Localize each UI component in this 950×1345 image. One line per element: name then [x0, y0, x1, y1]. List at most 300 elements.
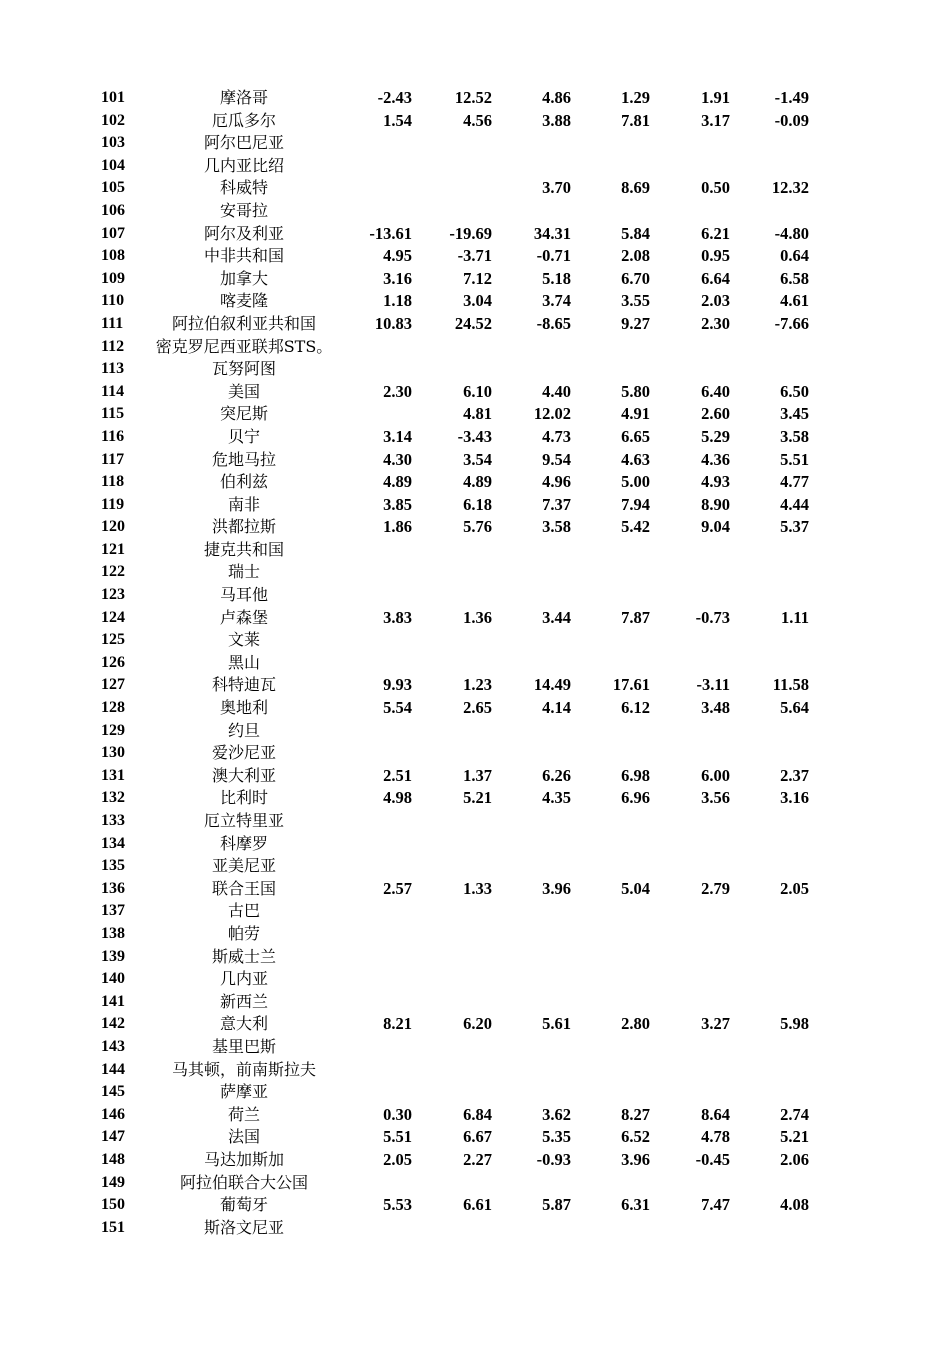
row-number: 117 [101, 450, 125, 468]
table-row [0, 1081, 950, 1104]
value-cell: 3.58 [780, 426, 809, 446]
value-cell: 4.08 [780, 1195, 809, 1215]
row-number: 125 [101, 631, 125, 649]
value-cell: 24.52 [454, 313, 492, 333]
table-row [0, 629, 950, 652]
value-cell: 5.37 [780, 517, 809, 537]
table-row [0, 900, 950, 923]
table-row [0, 403, 950, 426]
value-cell: 5.61 [542, 1014, 571, 1034]
row-number: 142 [101, 1015, 125, 1033]
country-name: 密克罗尼西亚联邦STS。 [155, 336, 333, 356]
row-number: 122 [101, 563, 125, 581]
country-name: 斯威士兰 [211, 946, 276, 966]
value-cell: -13.61 [369, 223, 412, 243]
row-number: 141 [101, 992, 125, 1010]
table-row [0, 787, 950, 810]
value-cell: -2.43 [377, 88, 412, 107]
country-name: 瓦努阿图 [211, 359, 276, 379]
row-number: 138 [101, 924, 125, 942]
value-cell: 5.42 [621, 517, 650, 537]
value-cell: 2.74 [780, 1104, 809, 1124]
value-cell: 7.12 [463, 268, 492, 288]
row-number: 124 [101, 608, 125, 626]
table-row [0, 561, 950, 584]
country-name: 突尼斯 [219, 404, 268, 424]
value-cell: -0.93 [536, 1149, 571, 1169]
table-row [0, 358, 950, 381]
value-cell: 5.51 [383, 1127, 412, 1147]
value-cell: 9.54 [542, 449, 571, 469]
value-cell: 2.30 [701, 313, 730, 333]
table-row [0, 584, 950, 607]
row-number: 110 [101, 292, 125, 310]
country-name: 亚美尼亚 [211, 856, 276, 876]
country-name: 科摩罗 [219, 833, 268, 853]
row-number: 109 [101, 269, 125, 287]
value-cell: 2.08 [621, 246, 650, 266]
table-row [0, 1126, 950, 1149]
value-cell: 9.27 [621, 313, 650, 333]
value-cell: 3.74 [542, 291, 571, 311]
country-name: 阿尔及利亚 [203, 223, 284, 243]
value-cell: 14.49 [533, 675, 571, 695]
row-number: 127 [101, 676, 125, 694]
row-number: 101 [101, 89, 125, 106]
value-cell: 6.52 [621, 1127, 650, 1147]
country-name: 意大利 [219, 1014, 268, 1034]
value-cell: 4.81 [463, 404, 492, 424]
country-name: 科威特 [219, 178, 268, 198]
row-number: 134 [101, 834, 125, 852]
value-cell: 4.98 [383, 788, 412, 808]
table-row [0, 652, 950, 675]
table-row [0, 1194, 950, 1217]
country-name: 斯洛文尼亚 [203, 1217, 284, 1237]
value-cell: 5.04 [621, 878, 650, 898]
value-cell: -3.11 [696, 675, 730, 695]
country-name: 卢森堡 [219, 607, 268, 627]
row-number: 104 [101, 156, 125, 174]
table-row [0, 1172, 950, 1195]
row-number: 147 [101, 1128, 125, 1146]
value-cell: -7.66 [774, 313, 809, 333]
value-cell: 7.87 [621, 607, 650, 627]
value-cell: -0.71 [536, 246, 571, 266]
value-cell: 6.20 [463, 1014, 492, 1034]
value-cell: 3.56 [701, 788, 730, 808]
row-number: 123 [101, 586, 125, 604]
table-row [0, 471, 950, 494]
value-cell: -1.49 [774, 88, 809, 107]
country-name: 几内亚比绍 [203, 155, 284, 175]
country-name: 黑山 [227, 652, 260, 672]
value-cell: 12.02 [533, 404, 571, 424]
table-row [0, 336, 950, 359]
country-name: 马达加斯加 [203, 1149, 284, 1169]
value-cell: 7.94 [621, 494, 650, 514]
country-name: 厄瓜多尔 [211, 110, 276, 130]
value-cell: 3.16 [383, 268, 412, 288]
value-cell: -4.80 [774, 223, 809, 243]
row-number: 126 [101, 653, 125, 671]
value-cell: 2.57 [383, 878, 412, 898]
table-row [0, 674, 950, 697]
value-cell: 3.85 [383, 494, 412, 514]
row-number: 136 [101, 879, 125, 897]
table-row [0, 1104, 950, 1127]
value-cell: 6.84 [463, 1104, 492, 1124]
value-cell: 2.06 [780, 1149, 809, 1169]
value-cell: 4.73 [542, 426, 571, 446]
value-cell: 3.04 [463, 291, 492, 311]
table-row [0, 177, 950, 200]
value-cell: 1.29 [621, 88, 650, 107]
table-row [0, 1149, 950, 1172]
value-cell: 8.69 [621, 178, 650, 198]
row-number: 149 [101, 1173, 125, 1191]
country-name: 阿拉伯联合大公国 [179, 1172, 308, 1192]
row-number: 114 [101, 382, 125, 400]
value-cell: 5.53 [383, 1195, 412, 1215]
value-cell: 3.96 [542, 878, 571, 898]
value-cell: 4.30 [383, 449, 412, 469]
table-row [0, 539, 950, 562]
value-cell: 4.56 [463, 110, 492, 130]
value-cell: 4.96 [542, 472, 571, 492]
value-cell: 2.03 [701, 291, 730, 311]
value-cell: 6.70 [621, 268, 650, 288]
row-number: 111 [101, 314, 124, 332]
value-cell: 5.64 [780, 698, 809, 718]
row-number: 131 [101, 766, 125, 784]
value-cell: 6.18 [463, 494, 492, 514]
row-number: 151 [101, 1218, 125, 1236]
row-number: 120 [101, 518, 125, 536]
table-row [0, 946, 950, 969]
value-cell: 5.51 [780, 449, 809, 469]
row-number: 102 [101, 111, 125, 129]
row-number: 115 [101, 405, 125, 423]
value-cell: -3.71 [457, 246, 492, 266]
value-cell: 2.05 [780, 878, 809, 898]
value-cell: 1.54 [383, 110, 412, 130]
table-row [0, 1013, 950, 1036]
table-row [0, 155, 950, 178]
value-cell: 8.64 [701, 1104, 730, 1124]
value-cell: 11.58 [772, 675, 809, 695]
value-cell: 4.40 [542, 381, 571, 401]
value-cell: 6.98 [621, 765, 650, 785]
row-number: 129 [101, 721, 125, 739]
value-cell: 5.80 [621, 381, 650, 401]
value-cell: -3.43 [457, 426, 492, 446]
value-cell: 2.79 [701, 878, 730, 898]
row-number: 144 [101, 1060, 125, 1078]
value-cell: 2.80 [621, 1014, 650, 1034]
country-name: 瑞士 [227, 562, 260, 582]
value-cell: 4.61 [780, 291, 809, 311]
value-cell: 1.11 [781, 607, 809, 627]
table-row [0, 449, 950, 472]
value-cell: 5.76 [463, 517, 492, 537]
value-cell: 8.90 [701, 494, 730, 514]
value-cell: 6.40 [701, 381, 730, 401]
value-cell: 6.58 [780, 268, 809, 288]
value-cell: 3.27 [701, 1014, 730, 1034]
table-row [0, 313, 950, 336]
table-row [0, 516, 950, 539]
country-name: 加拿大 [219, 268, 268, 288]
value-cell: 4.44 [780, 494, 809, 514]
value-cell: 1.91 [701, 88, 730, 107]
value-cell: -19.69 [449, 223, 492, 243]
country-name: 帕劳 [227, 923, 260, 943]
country-name: 科特迪瓦 [211, 675, 276, 695]
value-cell: 5.35 [542, 1127, 571, 1147]
value-cell: 2.05 [383, 1149, 412, 1169]
value-cell: 7.47 [701, 1195, 730, 1215]
table-row [0, 833, 950, 856]
value-cell: 6.12 [621, 698, 650, 718]
value-cell: 6.31 [621, 1195, 650, 1215]
country-name: 贝宁 [227, 426, 260, 446]
country-name: 阿尔巴尼亚 [203, 133, 284, 153]
country-name: 新西兰 [219, 991, 268, 1011]
table-row [0, 268, 950, 291]
row-number: 108 [101, 247, 125, 265]
country-name: 马耳他 [219, 585, 268, 605]
value-cell: 4.89 [463, 472, 492, 492]
value-cell: 4.35 [542, 788, 571, 808]
country-name: 洪都拉斯 [211, 517, 276, 537]
country-name: 安哥拉 [219, 200, 268, 220]
value-cell: 10.83 [374, 313, 412, 333]
value-cell: 4.93 [701, 472, 730, 492]
row-number: 116 [101, 427, 125, 445]
row-number: 146 [101, 1105, 125, 1123]
table-row [0, 223, 950, 246]
country-name: 萨摩亚 [219, 1082, 268, 1102]
value-cell: 3.14 [383, 426, 412, 446]
value-cell: 1.33 [463, 878, 492, 898]
value-cell: 4.91 [621, 404, 650, 424]
table-row [0, 720, 950, 743]
value-cell: 4.78 [701, 1127, 730, 1147]
country-name: 中非共和国 [203, 246, 284, 266]
row-number: 150 [101, 1196, 125, 1214]
country-name: 荷兰 [227, 1104, 260, 1124]
table-row [0, 426, 950, 449]
value-cell: -8.65 [536, 313, 571, 333]
value-cell: 3.70 [542, 178, 571, 198]
value-cell: 5.18 [542, 268, 571, 288]
table-row [0, 765, 950, 788]
country-name: 澳大利亚 [211, 765, 276, 785]
value-cell: 12.52 [454, 88, 492, 107]
value-cell: 5.29 [701, 426, 730, 446]
value-cell: 4.95 [383, 246, 412, 266]
table-row [0, 878, 950, 901]
value-cell: 3.58 [542, 517, 571, 537]
value-cell: 4.86 [542, 88, 571, 107]
country-name: 马其顿，前南斯拉夫 [171, 1059, 316, 1079]
value-cell: 4.77 [780, 472, 809, 492]
value-cell: 1.18 [383, 291, 412, 311]
country-name: 奥地利 [219, 698, 268, 718]
value-cell: -0.73 [695, 607, 730, 627]
table-row [0, 110, 950, 133]
value-cell: 3.54 [463, 449, 492, 469]
row-number: 130 [101, 744, 125, 762]
value-cell: 6.64 [701, 268, 730, 288]
country-name: 文莱 [227, 630, 260, 650]
table-row [0, 290, 950, 313]
row-number: 119 [101, 495, 125, 513]
value-cell: 6.96 [621, 788, 650, 808]
value-cell: 2.30 [383, 381, 412, 401]
value-cell: 5.84 [621, 223, 650, 243]
country-name: 危地马拉 [211, 449, 276, 469]
row-number: 139 [101, 947, 125, 965]
value-cell: 8.27 [621, 1104, 650, 1124]
data-table [0, 87, 950, 1239]
row-number: 143 [101, 1037, 125, 1055]
table-row [0, 132, 950, 155]
table-row [0, 200, 950, 223]
value-cell: 6.26 [542, 765, 571, 785]
value-cell: 5.00 [621, 472, 650, 492]
row-number: 113 [101, 360, 125, 378]
value-cell: 4.14 [542, 698, 571, 718]
value-cell: 1.36 [463, 607, 492, 627]
row-number: 118 [101, 473, 125, 491]
value-cell: 2.60 [701, 404, 730, 424]
value-cell: -0.45 [695, 1149, 730, 1169]
country-name: 约旦 [227, 720, 260, 740]
table-row [0, 1059, 950, 1082]
value-cell: 5.54 [383, 698, 412, 718]
value-cell: 6.50 [780, 381, 809, 401]
value-cell: 4.89 [383, 472, 412, 492]
row-number: 140 [101, 970, 125, 988]
value-cell: 0.30 [383, 1104, 412, 1124]
table-row [0, 810, 950, 833]
country-name: 阿拉伯叙利亚共和国 [171, 313, 316, 333]
country-name: 伯利兹 [219, 472, 268, 492]
row-number: 133 [101, 812, 125, 829]
country-name: 葡萄牙 [219, 1195, 268, 1215]
value-cell: 3.16 [780, 788, 809, 808]
table-row [0, 381, 950, 404]
row-number: 137 [101, 902, 125, 920]
value-cell: 34.31 [533, 223, 571, 243]
table-row [0, 968, 950, 991]
value-cell: 3.62 [542, 1104, 571, 1124]
country-name: 古巴 [227, 901, 260, 921]
row-number: 112 [101, 337, 125, 355]
country-name: 摩洛哥 [219, 88, 268, 107]
value-cell: 5.87 [542, 1195, 571, 1215]
country-name: 南非 [227, 494, 260, 514]
value-cell: 6.21 [701, 223, 730, 243]
table-row [0, 607, 950, 630]
value-cell: 3.96 [621, 1149, 650, 1169]
value-cell: 3.83 [383, 607, 412, 627]
table-row [0, 245, 950, 268]
row-number: 148 [101, 1150, 125, 1168]
value-cell: 2.37 [780, 765, 809, 785]
row-number: 145 [101, 1083, 125, 1101]
row-number: 135 [101, 857, 125, 875]
table-row [0, 87, 950, 110]
value-cell: 0.95 [701, 246, 730, 266]
country-name: 捷克共和国 [203, 539, 284, 559]
value-cell: 3.17 [701, 110, 730, 130]
country-name: 比利时 [219, 788, 268, 808]
table-row [0, 991, 950, 1014]
value-cell: 3.44 [542, 607, 571, 627]
country-name: 厄立特里亚 [203, 811, 284, 830]
table-row [0, 494, 950, 517]
country-name: 联合王国 [211, 878, 276, 898]
value-cell: 6.10 [463, 381, 492, 401]
value-cell: 9.93 [383, 675, 412, 695]
value-cell: 1.37 [463, 765, 492, 785]
table-row [0, 855, 950, 878]
value-cell: 2.27 [463, 1149, 492, 1169]
table-row [0, 742, 950, 765]
value-cell: 3.45 [780, 404, 809, 424]
value-cell: 0.64 [780, 246, 809, 266]
country-name: 美国 [227, 381, 260, 401]
value-cell: 5.98 [780, 1014, 809, 1034]
table-row [0, 1036, 950, 1059]
country-name: 喀麦隆 [219, 291, 268, 311]
row-number: 107 [101, 224, 125, 242]
value-cell: 4.36 [701, 449, 730, 469]
value-cell: 1.23 [463, 675, 492, 695]
row-number: 105 [101, 179, 125, 197]
value-cell: 2.65 [463, 698, 492, 718]
country-name: 爱沙尼亚 [211, 743, 276, 763]
table-row [0, 923, 950, 946]
row-number: 106 [101, 201, 125, 219]
value-cell: 4.63 [621, 449, 650, 469]
value-cell: 6.67 [463, 1127, 492, 1147]
value-cell: 1.86 [383, 517, 412, 537]
table-row [0, 697, 950, 720]
value-cell: 8.21 [383, 1014, 412, 1034]
row-number: 103 [101, 134, 125, 152]
country-name: 法国 [227, 1127, 260, 1147]
row-number: 121 [101, 540, 125, 558]
value-cell: 5.21 [780, 1127, 809, 1147]
row-number: 128 [101, 699, 125, 717]
value-cell: 3.55 [621, 291, 650, 311]
country-name: 几内亚 [219, 969, 268, 989]
value-cell: 6.00 [701, 765, 730, 785]
value-cell: 17.61 [612, 675, 650, 695]
table-row [0, 1217, 950, 1240]
value-cell: -0.09 [774, 110, 809, 130]
value-cell: 3.48 [701, 698, 730, 718]
value-cell: 12.32 [771, 178, 809, 198]
value-cell: 2.51 [383, 765, 412, 785]
country-name: 基里巴斯 [211, 1036, 276, 1056]
value-cell: 9.04 [701, 517, 730, 537]
row-number: 132 [101, 789, 125, 807]
